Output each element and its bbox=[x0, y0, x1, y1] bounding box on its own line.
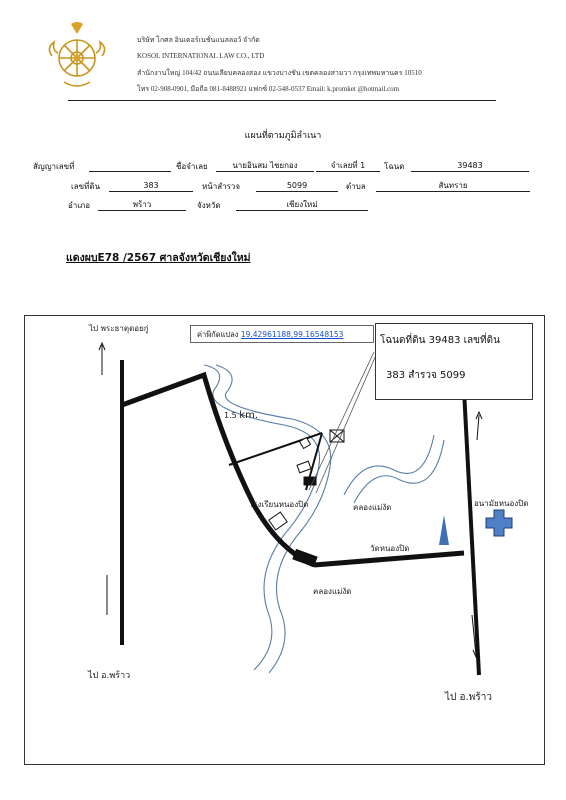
temple-icon bbox=[439, 515, 449, 545]
road-right-vertical bbox=[464, 390, 479, 675]
page-title: แผนที่ตามภูมิลำเนา bbox=[244, 131, 322, 141]
coordinate-label: ค่าพิกัดแปลง bbox=[197, 330, 239, 339]
label-health-center: อนามัยหนองปิด bbox=[474, 499, 529, 508]
form-row-2 bbox=[0, 180, 566, 194]
label-school: โรงเรียนหนองปิด bbox=[249, 500, 309, 509]
callout-deed-line: โฉนดที่ดิน 39483 เลขที่ดิน bbox=[380, 335, 500, 346]
roads bbox=[122, 360, 479, 675]
label-to-phrao-left: ไป อ.พร้าว bbox=[88, 671, 131, 681]
coordinate-link[interactable]: 19.42961188,99.16548153 bbox=[240, 330, 344, 339]
callout-survey-line: 383 สำรวจ 5099 bbox=[386, 370, 466, 381]
company-name-english: KOSOL INTERNATIONAL LAW CO., LTD bbox=[137, 52, 265, 60]
debtor-value: นายอินสม ไชยกอง bbox=[216, 160, 314, 172]
contract-no-label: สัญญาเลขที่ bbox=[33, 162, 75, 171]
label-temple: วัดหนองปิด bbox=[370, 544, 410, 553]
road-branch bbox=[229, 433, 322, 465]
land-no-value: 383 bbox=[109, 180, 193, 192]
map-case-heading: แดงผบE78 /2567 ศาลจังหวัดเชียงใหม่ bbox=[66, 252, 251, 264]
label-canal-upper: คลองแม่งัด bbox=[353, 503, 392, 512]
debtor-label: ชื่อจำเลย bbox=[176, 162, 208, 171]
company-address: สำนักงานใหญ่ 104/42 ถนนเลียบคลองสอง แขวงบางชัน เขตคลองสามวา กรุงเทพมหานคร 10510 bbox=[137, 69, 422, 77]
header-divider bbox=[68, 100, 496, 101]
label-to-phra-that: ไป พระธาตุดอยกู่ bbox=[89, 324, 149, 333]
distance-unit: km. bbox=[239, 410, 258, 421]
label-canal-lower: คลองแม่งัด bbox=[313, 587, 352, 596]
contract-no-value bbox=[89, 160, 171, 172]
company-contact: โทร 02-908-0901, มือถือ 081-8488921 แฟกซ์ 02-548-0537 Email: k.promket @hotmail.com bbox=[137, 85, 400, 93]
company-logo bbox=[44, 20, 110, 92]
deed-label: โฉนด bbox=[384, 162, 405, 171]
survey-label: หน้าสำรวจ bbox=[202, 182, 241, 191]
land-no-label: เลขที่ดิน bbox=[71, 182, 101, 191]
survey-value: 5099 bbox=[256, 180, 338, 192]
distance-value: 1.5 bbox=[224, 411, 237, 420]
health-center-icon bbox=[486, 510, 512, 536]
subdistrict-value: สันทราย bbox=[376, 180, 530, 192]
deed-value: 39483 bbox=[411, 160, 529, 172]
form-row-1 bbox=[0, 160, 566, 174]
company-name-thai: บริษัท โกศล อินเตอร์เนชั่นแนลลอว์ จำกัด bbox=[137, 36, 260, 44]
callout-leader-1 bbox=[309, 352, 374, 490]
coordinate-box bbox=[190, 325, 374, 343]
distance-label bbox=[224, 410, 258, 421]
form-row-3 bbox=[0, 199, 566, 213]
callout-leader-2 bbox=[316, 355, 376, 493]
bridge-marker bbox=[293, 550, 317, 567]
subdistrict-label: ตำบล bbox=[346, 182, 366, 191]
defendant-label: จำเลยที่ 1 bbox=[316, 160, 380, 172]
district-label: อำเภอ bbox=[68, 201, 91, 210]
label-to-phrao-right: ไป อ.พร้าว bbox=[445, 692, 492, 703]
province-label: จังหวัด bbox=[197, 201, 221, 210]
district-value: พร้าว bbox=[98, 199, 186, 211]
province-value: เชียงใหม่ bbox=[236, 199, 368, 211]
